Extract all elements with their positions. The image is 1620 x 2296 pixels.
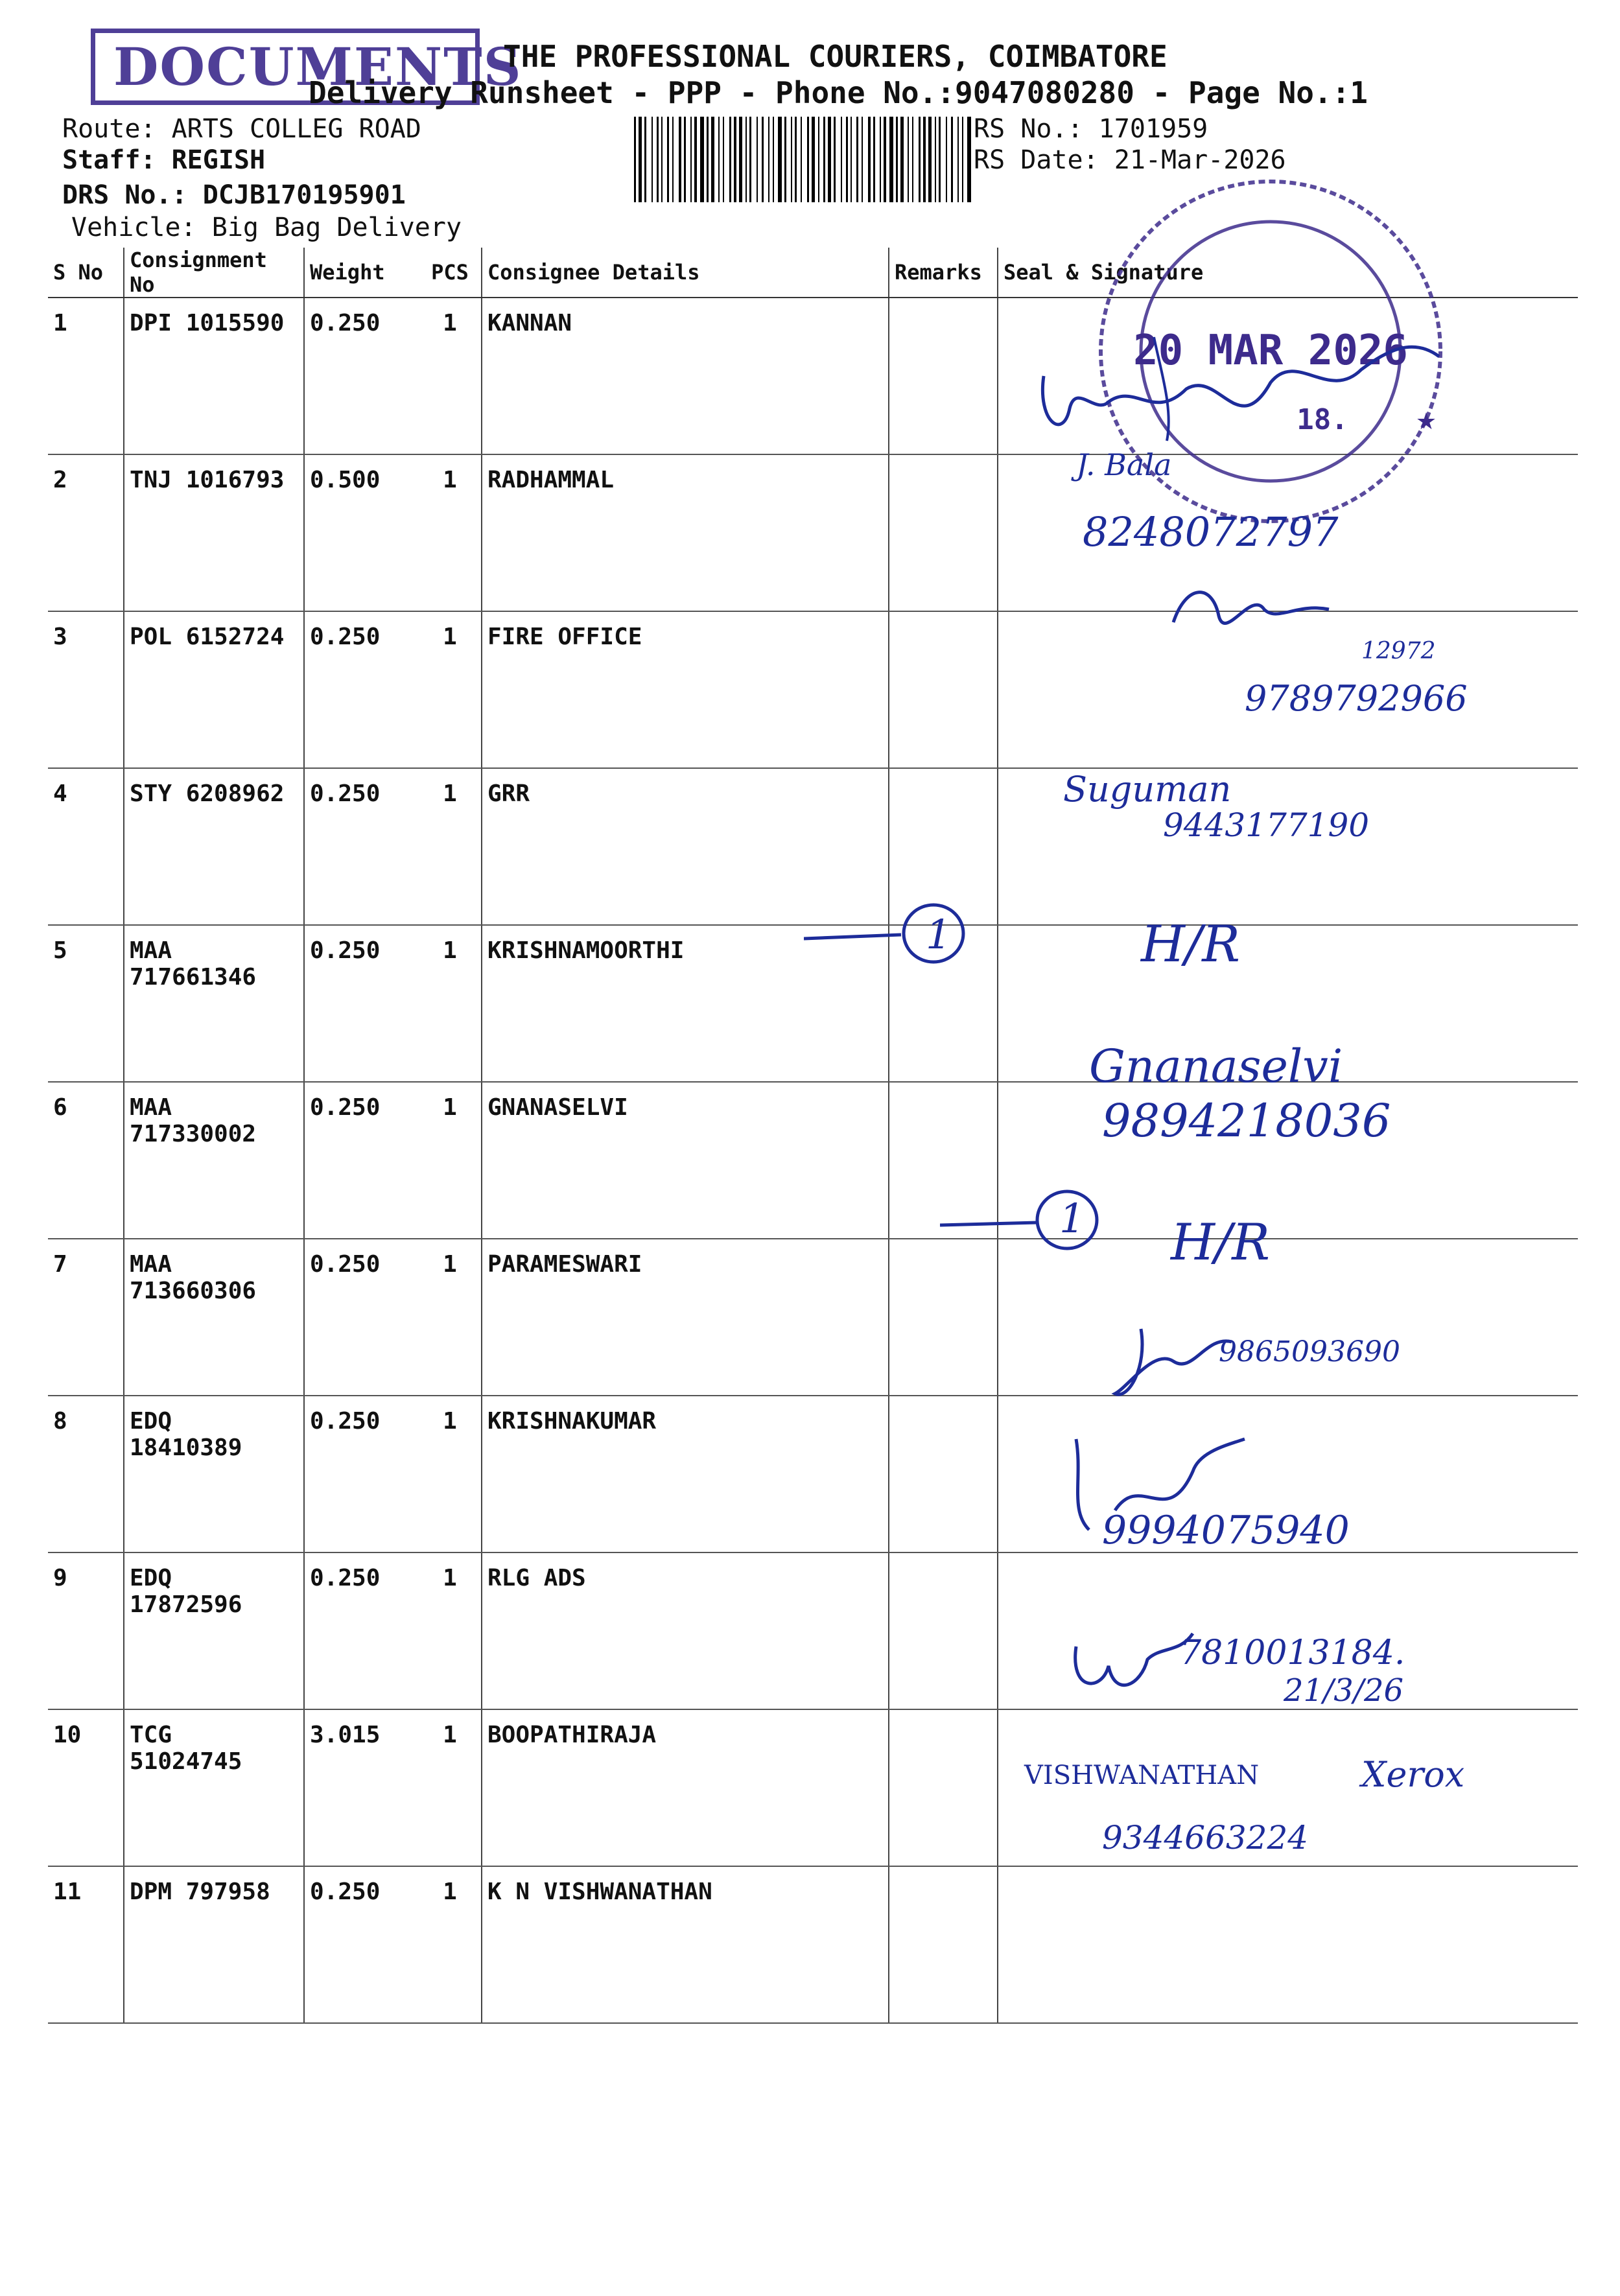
- cell-pcs: 1: [419, 1239, 482, 1396]
- cell-consignment: DPI 1015590: [124, 298, 304, 454]
- runsheet-subtitle: Delivery Runsheet - PPP - Phone No.:9047080280 - Page No.:1: [309, 75, 1368, 110]
- cell-pcs: 1: [419, 925, 482, 1082]
- sig4-phone: 9443177190: [1163, 806, 1370, 844]
- cell-consignment: MAA 717661346: [124, 925, 304, 1082]
- cell-sno: 4: [48, 768, 124, 925]
- cell-sno: 5: [48, 925, 124, 1082]
- cell-consignment: TNJ 1016793: [124, 454, 304, 611]
- cell-consignee: KANNAN: [482, 298, 889, 454]
- cell-sno: 9: [48, 1552, 124, 1709]
- cell-remarks: [889, 1709, 998, 1866]
- remark-arrow-row5: [804, 901, 1018, 972]
- cell-weight: 0.250: [304, 925, 419, 1082]
- cell-remarks: [889, 454, 998, 611]
- cell-sno: 10: [48, 1709, 124, 1866]
- sig10-phone: 7810013184.: [1180, 1634, 1405, 1672]
- sig4-name: Suguman: [1063, 769, 1232, 810]
- cell-pcs: 1: [419, 1709, 482, 1866]
- cell-consignee: KRISHNAMOORTHI: [482, 925, 889, 1082]
- cell-signature: [998, 1866, 1578, 2023]
- sig6-phone: 9894218036: [1102, 1094, 1391, 1147]
- cell-sno: 6: [48, 1082, 124, 1239]
- cell-consignee: GRR: [482, 768, 889, 925]
- cell-weight: 0.250: [304, 1866, 419, 2023]
- cell-consignment: MAA 713660306: [124, 1239, 304, 1396]
- cell-consignee: RLG ADS: [482, 1552, 889, 1709]
- rs-date: RS Date: 21-Mar-2026: [974, 145, 1286, 175]
- cell-weight: 0.250: [304, 1239, 419, 1396]
- cell-consignee: KRISHNAKUMAR: [482, 1396, 889, 1552]
- cell-consignment: EDQ 18410389: [124, 1396, 304, 1552]
- col-consignee: Consignee Details: [482, 248, 889, 298]
- cell-pcs: 1: [419, 298, 482, 454]
- staff-label: Staff: REGISH: [62, 145, 266, 175]
- sig9-phone: 9994075940: [1102, 1508, 1350, 1553]
- cell-weight: 0.250: [304, 768, 419, 925]
- cell-consignment: POL 6152724: [124, 611, 304, 768]
- seal-pin: 18.: [1297, 403, 1348, 436]
- sig3-note: 12972: [1361, 638, 1436, 664]
- signature-row3: [1160, 570, 1355, 655]
- sig10-date: 21/3/26: [1284, 1672, 1404, 1709]
- col-weight: Weight: [304, 248, 419, 298]
- cell-consignment: MAA 717330002: [124, 1082, 304, 1239]
- cell-pcs: 1: [419, 1866, 482, 2023]
- col-remarks: Remarks: [889, 248, 998, 298]
- cell-consignee: BOOPATHIRAJA: [482, 1709, 889, 1866]
- cell-weight: 0.250: [304, 298, 419, 454]
- cell-consignee: GNANASELVI: [482, 1082, 889, 1239]
- cell-sno: 1: [48, 298, 124, 454]
- remark-number-row5: 1: [926, 911, 952, 958]
- cell-consignment: TCG 51024745: [124, 1709, 304, 1866]
- col-sno: S No: [48, 248, 124, 298]
- cell-consignee: PARAMESWARI: [482, 1239, 889, 1396]
- cell-signature: [998, 1239, 1578, 1396]
- drs-number: DRS No.: DCJB170195901: [62, 180, 406, 210]
- cell-sno: 7: [48, 1239, 124, 1396]
- cell-sno: 8: [48, 1396, 124, 1552]
- cell-remarks: [889, 1396, 998, 1552]
- cell-weight: 3.015: [304, 1709, 419, 1866]
- remark-number-row7: 1: [1059, 1195, 1085, 1242]
- col-pcs: PCS: [419, 248, 482, 298]
- cell-weight: 0.250: [304, 611, 419, 768]
- cell-weight: 0.250: [304, 1552, 419, 1709]
- cell-weight: 0.500: [304, 454, 419, 611]
- cell-pcs: 1: [419, 1552, 482, 1709]
- cell-weight: 0.250: [304, 1082, 419, 1239]
- cell-consignee: FIRE OFFICE: [482, 611, 889, 768]
- sig11-note: Xerox: [1361, 1754, 1465, 1795]
- table-row: [48, 1239, 1578, 1396]
- cell-consignment: DPM 797958: [124, 1866, 304, 2023]
- sig5-mark: H/R: [1141, 915, 1241, 974]
- cell-remarks: [889, 298, 998, 454]
- sig8-phone: 9865093690: [1219, 1335, 1400, 1368]
- cell-pcs: 1: [419, 611, 482, 768]
- cell-remarks: [889, 611, 998, 768]
- sig2-name: J. Bala: [1076, 447, 1172, 482]
- cell-pcs: 1: [419, 768, 482, 925]
- cell-pcs: 1: [419, 1396, 482, 1552]
- route-label: Route: ARTS COLLEG ROAD: [62, 114, 421, 144]
- col-signature: Seal & Signature: [998, 248, 1578, 298]
- sig3-phone: 9789792966: [1245, 678, 1468, 719]
- documents-stamp: DOCUMENTS: [91, 29, 480, 105]
- rs-number: RS No.: 1701959: [974, 114, 1208, 144]
- vehicle-label: Vehicle: Big Bag Delivery: [71, 213, 462, 242]
- sig7-mark: H/R: [1171, 1213, 1271, 1272]
- col-consignment: Consignment No: [124, 248, 304, 298]
- cell-sno: 11: [48, 1866, 124, 2023]
- sig11-phone: 9344663224: [1102, 1819, 1309, 1857]
- table-row: [48, 1709, 1578, 1866]
- barcode: [634, 117, 971, 202]
- cell-consignee: K N VISHWANATHAN: [482, 1866, 889, 2023]
- cell-pcs: 1: [419, 454, 482, 611]
- cell-sno: 2: [48, 454, 124, 611]
- cell-weight: 0.250: [304, 1396, 419, 1552]
- company-title: THE PROFESSIONAL COURIERS, COIMBATORE: [503, 39, 1168, 74]
- cell-remarks: [889, 1239, 998, 1396]
- sig11-name: VISHWANATHAN: [1024, 1761, 1260, 1790]
- cell-remarks: [889, 1552, 998, 1709]
- cell-consignment: STY 6208962: [124, 768, 304, 925]
- cell-sno: 3: [48, 611, 124, 768]
- remark-arrow-row7: [940, 1186, 1134, 1258]
- sig2-phone: 8248072797: [1083, 508, 1339, 556]
- cell-consignee: RADHAMMAL: [482, 454, 889, 611]
- seal-date: 20 MAR 2026: [1133, 327, 1408, 375]
- seal-star-icon: ★: [1415, 408, 1437, 435]
- table-row: [48, 1866, 1578, 2023]
- cell-pcs: 1: [419, 1082, 482, 1239]
- cell-remarks: [889, 1866, 998, 2023]
- sig6-name: Gnanaselvi: [1089, 1040, 1343, 1093]
- cell-consignment: EDQ 17872596: [124, 1552, 304, 1709]
